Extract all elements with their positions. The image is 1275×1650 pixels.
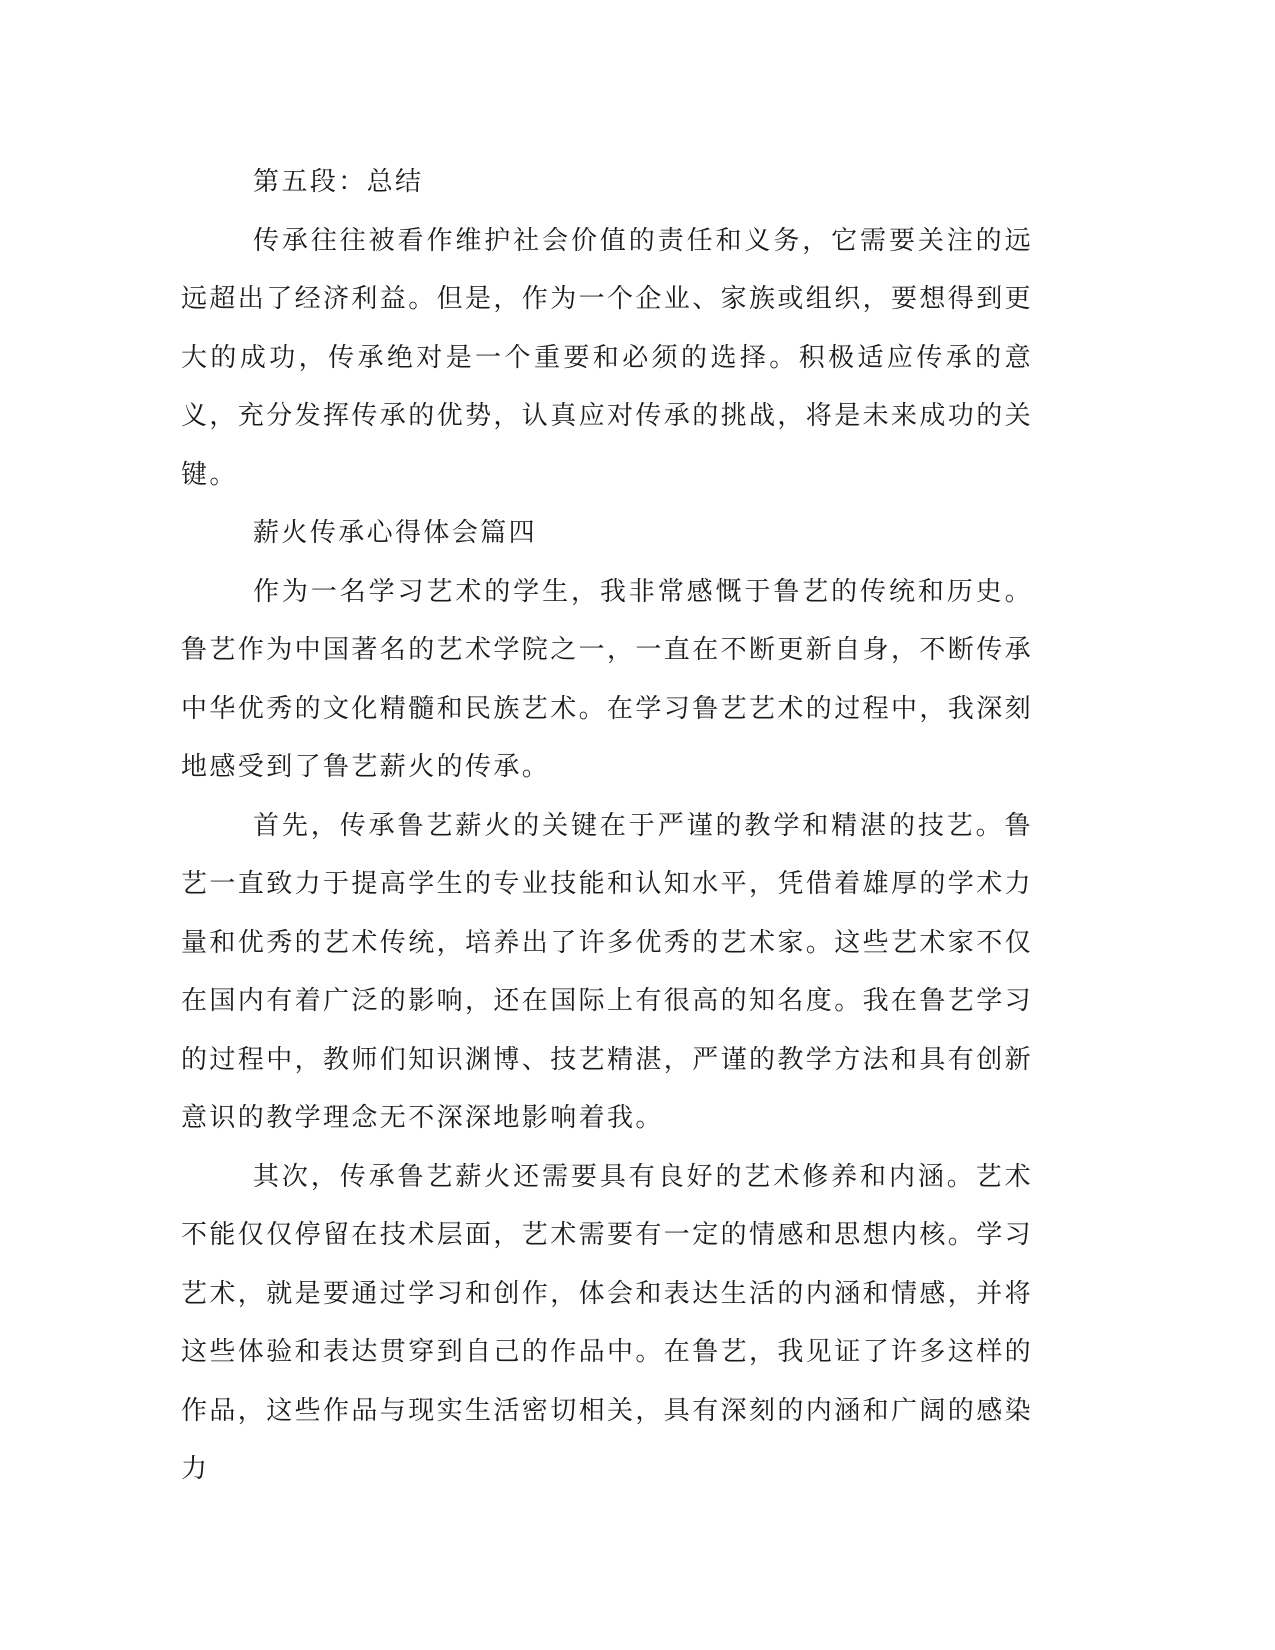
section-heading: 第五段：总结 — [253, 167, 424, 197]
summary-paragraph: 传承往往被看作维护社会价值的责任和义务，它需要关注的远远超出了经济利益。但是，作为一个企业、家族或组织，要想得到更大的成功，传承绝对是一个重要和必须的选择。积极适应传承的意义，充分发挥传承的优势，认真应对传承的挑战，将是未来成功的关键。 — [181, 225, 1034, 490]
body-paragraph-3: 其次，传承鲁艺薪火还需要具有良好的艺术修养和内涵。艺术不能仅仅停留在技术层面，艺术需要有一定的情感和思想内核。学习艺术，就是要通过学习和创作，体会和表达生活的内涵和情感，并将这些体验和表达贯穿到自己的作品中。在鲁艺，我见证了许多这样的作品，这些作品与现实生活密切相关，具有深刻的内涵和广阔的感染力 — [181, 1161, 1034, 1484]
document-page — [181, 153, 1033, 1499]
article-title: 薪火传承心得体会篇四 — [253, 518, 538, 548]
body-paragraph-1: 作为一名学习艺术的学生，我非常感慨于鲁艺的传统和历史。鲁艺作为中国著名的艺术学院之一，一直在不断更新自身，不断传承中华优秀的文化精髓和民族艺术。在学习鲁艺艺术的过程中，我深刻地感受到了鲁艺薪火的传承。 — [181, 576, 1034, 782]
body-paragraph-2: 首先，传承鲁艺薪火的关键在于严谨的教学和精湛的技艺。鲁艺一直致力于提高学生的专业技能和认知水平，凭借着雄厚的学术力量和优秀的艺术传统，培养出了许多优秀的艺术家。这些艺术家不仅在国内有着广泛的影响，还在国际上有很高的知名度。我在鲁艺学习的过程中，教师们知识渊博、技艺精湛，严谨的教学方法和具有创新意识的教学理念无不深深地影响着我。 — [181, 810, 1034, 1133]
